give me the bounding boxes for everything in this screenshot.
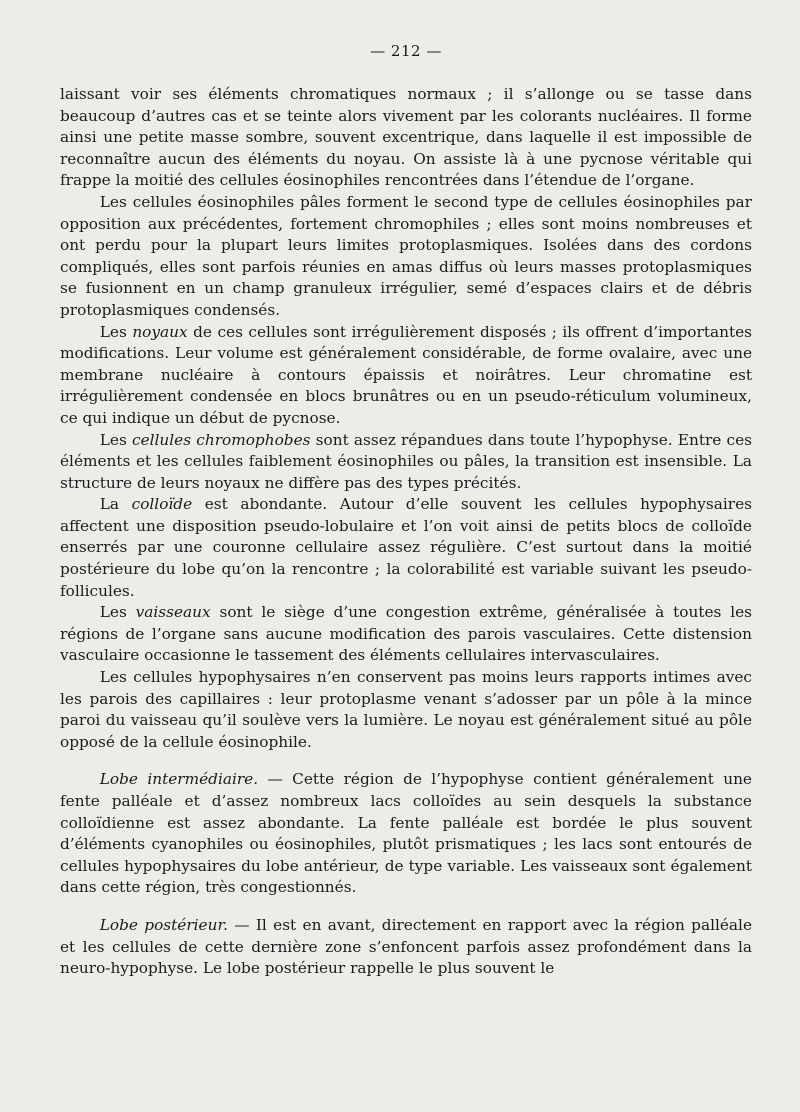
paragraph-colloid-pre: La bbox=[99, 495, 132, 514]
paragraph-vessels bbox=[60, 602, 752, 667]
paragraph-chromophobes-post: sont assez répandues dans toute l’hypophyse. Entre ces éléments et les cellules faiblement éosinophiles ou pâles, la transition est insensible. La structure de leurs noyaux ne diffère pas des types précités. bbox=[60, 430, 752, 492]
page-number: — 212 — bbox=[370, 42, 442, 60]
paragraph-colloid-term: colloïde bbox=[131, 495, 193, 514]
paragraph-colloid bbox=[60, 494, 752, 602]
paragraph-chromophobes bbox=[60, 430, 752, 495]
paragraph-nuclei-pre: Les bbox=[99, 322, 133, 341]
paragraph-chromophobes-pre: Les bbox=[99, 430, 133, 449]
paragraph-nuclei bbox=[60, 322, 752, 430]
body-text bbox=[60, 84, 752, 980]
paragraph-posterior-lobe-post: — Il est en avant, directement en rapport avec la région palléale et les cellules de cette dernière zone s’enfoncent parfois assez profondément dans la neuro-hypophyse. Le lobe postérieur rappelle le plus souvent le bbox=[60, 915, 752, 978]
paragraph-nuclei-post: de ces cellules sont irrégulièrement disposés ; ils offrent d’importantes modifications. Leur volume est généralement considérable, de forme ovalaire, avec une membrane nucléaire à contours épaissis et noirâtres. Leur chromatine est irrégulièrement condensée en blocs brunâtres ou en un pseudo-réticulum volumineux, ce qui indique un début de pycnose. bbox=[60, 322, 752, 427]
section-heading-posterior-lobe: Lobe postérieur. bbox=[99, 915, 228, 934]
paragraph-chromophobes-term: cellules chromophobes bbox=[132, 430, 311, 449]
paragraph-capillaries: Les cellules hypophysaires n’en conservent pas moins leurs rapports intimes avec les parois des capillaires : leur protoplasme venant s’adosser par un pôle à la mince paroi du vaisseau qu’il soulève vers la lumière. Le noyau est généralement situé au pôle opposé de la cellule éosinophile. bbox=[60, 668, 752, 751]
paragraph-vessels-term: vaisseaux bbox=[135, 603, 211, 622]
section-heading-intermediate-lobe: Lobe intermédiaire. bbox=[99, 770, 259, 789]
paragraph-pale-eosinophils: Les cellules éosinophiles pâles forment le second type de cellules éosinophiles par opposition aux précédentes, fortement chromophiles ; elles sont moins nombreuses et ont perdu pour la plupart leurs limites protoplasmiques. Isolées dans des cordons compliqués, elles sont parfois réunies en amas diffus où leurs masses protoplasmiques se fusionnent en un champ granuleux irrégulier, semé d’espaces clairs et de débris protoplasmiques condensés. bbox=[60, 192, 752, 319]
paragraph-colloid-post: est abondante. Autour d’elle souvent les cellules hypophysaires affectent une disposition pseudo-lobulaire et l’on voit ainsi de petits blocs de colloïde enserrés par une couronne cellulaire assez régulière. C’est surtout dans la moitié postérieure du lobe qu’on la rencontre ; la colorabilité est variable suivant les pseudo-follicules. bbox=[60, 495, 752, 600]
paragraph-nuclei-term: noyaux bbox=[132, 322, 188, 341]
paragraph-vessels-pre: Les bbox=[99, 603, 136, 622]
paragraph-intermediate-lobe-post: — Cette région de l’hypophyse contient généralement une fente palléale et d’assez nombreux lacs colloïdes au sein desquels la substance colloïdienne est assez abondante. La fente palléale est bordée le plus souvent d’éléments cyanophiles ou éosinophiles, plutôt prismatiques ; les lacs sont entourés de cellules hypophysaires du lobe antérieur, de type variable. Les vaisseaux sont également dans cette région, très congestionnés. bbox=[60, 770, 752, 897]
paragraph-posterior-lobe bbox=[60, 915, 752, 980]
paragraph-vessels-post: sont le siège d’une congestion extrême, généralisée à toutes les régions de l’organe sans aucune modification des parois vasculaires. Cette distension vasculaire occasionne le tassement des éléments cellulaires intervasculaires. bbox=[60, 603, 752, 665]
paragraph-intermediate-lobe bbox=[60, 769, 752, 899]
paragraph-continuation: laissant voir ses éléments chromatiques normaux ; il s’allonge ou se tasse dans beaucoup d’autres cas et se teinte alors vivement par les colorants nucléaires. Il forme ainsi une petite masse sombre, souvent excentrique, dans laquelle il est impossible de reconnaître aucun des éléments du noyau. On assiste là à une pycnose véritable qui frappe la moitié des cellules éosinophiles rencontrées dans l’étendue de l’organe. bbox=[60, 85, 752, 190]
